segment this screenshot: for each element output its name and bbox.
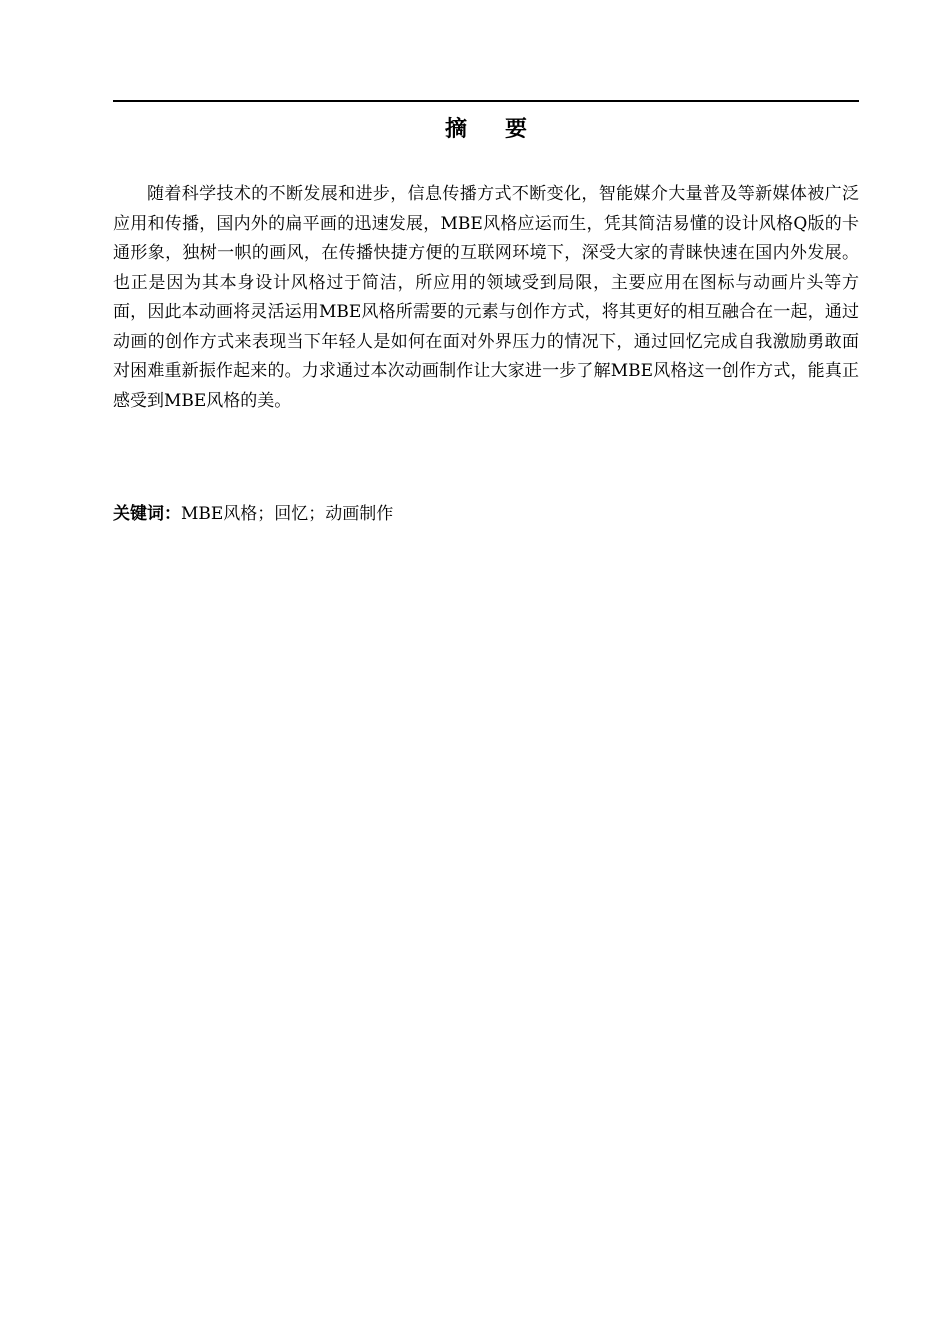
keywords-line — [113, 500, 859, 529]
keywords-value: MBE风格；回忆；动画制作 — [181, 504, 394, 524]
abstract-body: 随着科学技术的不断发展和进步，信息传播方式不断变化，智能媒介大量普及等新媒体被广泛应用和传播，国内外的扁平画的迅速发展，MBE风格应运而生，凭其简洁易懂的设计风格Q版的卡通形象，独树一帜的画风，在传播快捷方便的互联网环境下，深受大家的青睐快速在国内外发展。也正是因为其本身设计风格过于简洁，所应用的领域受到局限，主要应用在图标与动画片头等方面，因此本动画将灵活运用MBE风格所需要的元素与创作方式，将其更好的相互融合在一起，通过动画的创作方式来表现当下年轻人是如何在面对外界压力的情况下，通过回忆完成自我激励勇敢面对困难重新振作起来的。力求通过本次动画制作让大家进一步了解MBE风格这一创作方式，能真正感受到MBE风格的美。 — [113, 184, 859, 411]
abstract-title — [113, 114, 859, 146]
abstract-title-second-char: 要 — [505, 117, 528, 142]
abstract-title-first-char: 摘 — [444, 117, 467, 142]
keywords-label: 关键词： — [113, 504, 181, 524]
header-rule — [113, 100, 859, 102]
